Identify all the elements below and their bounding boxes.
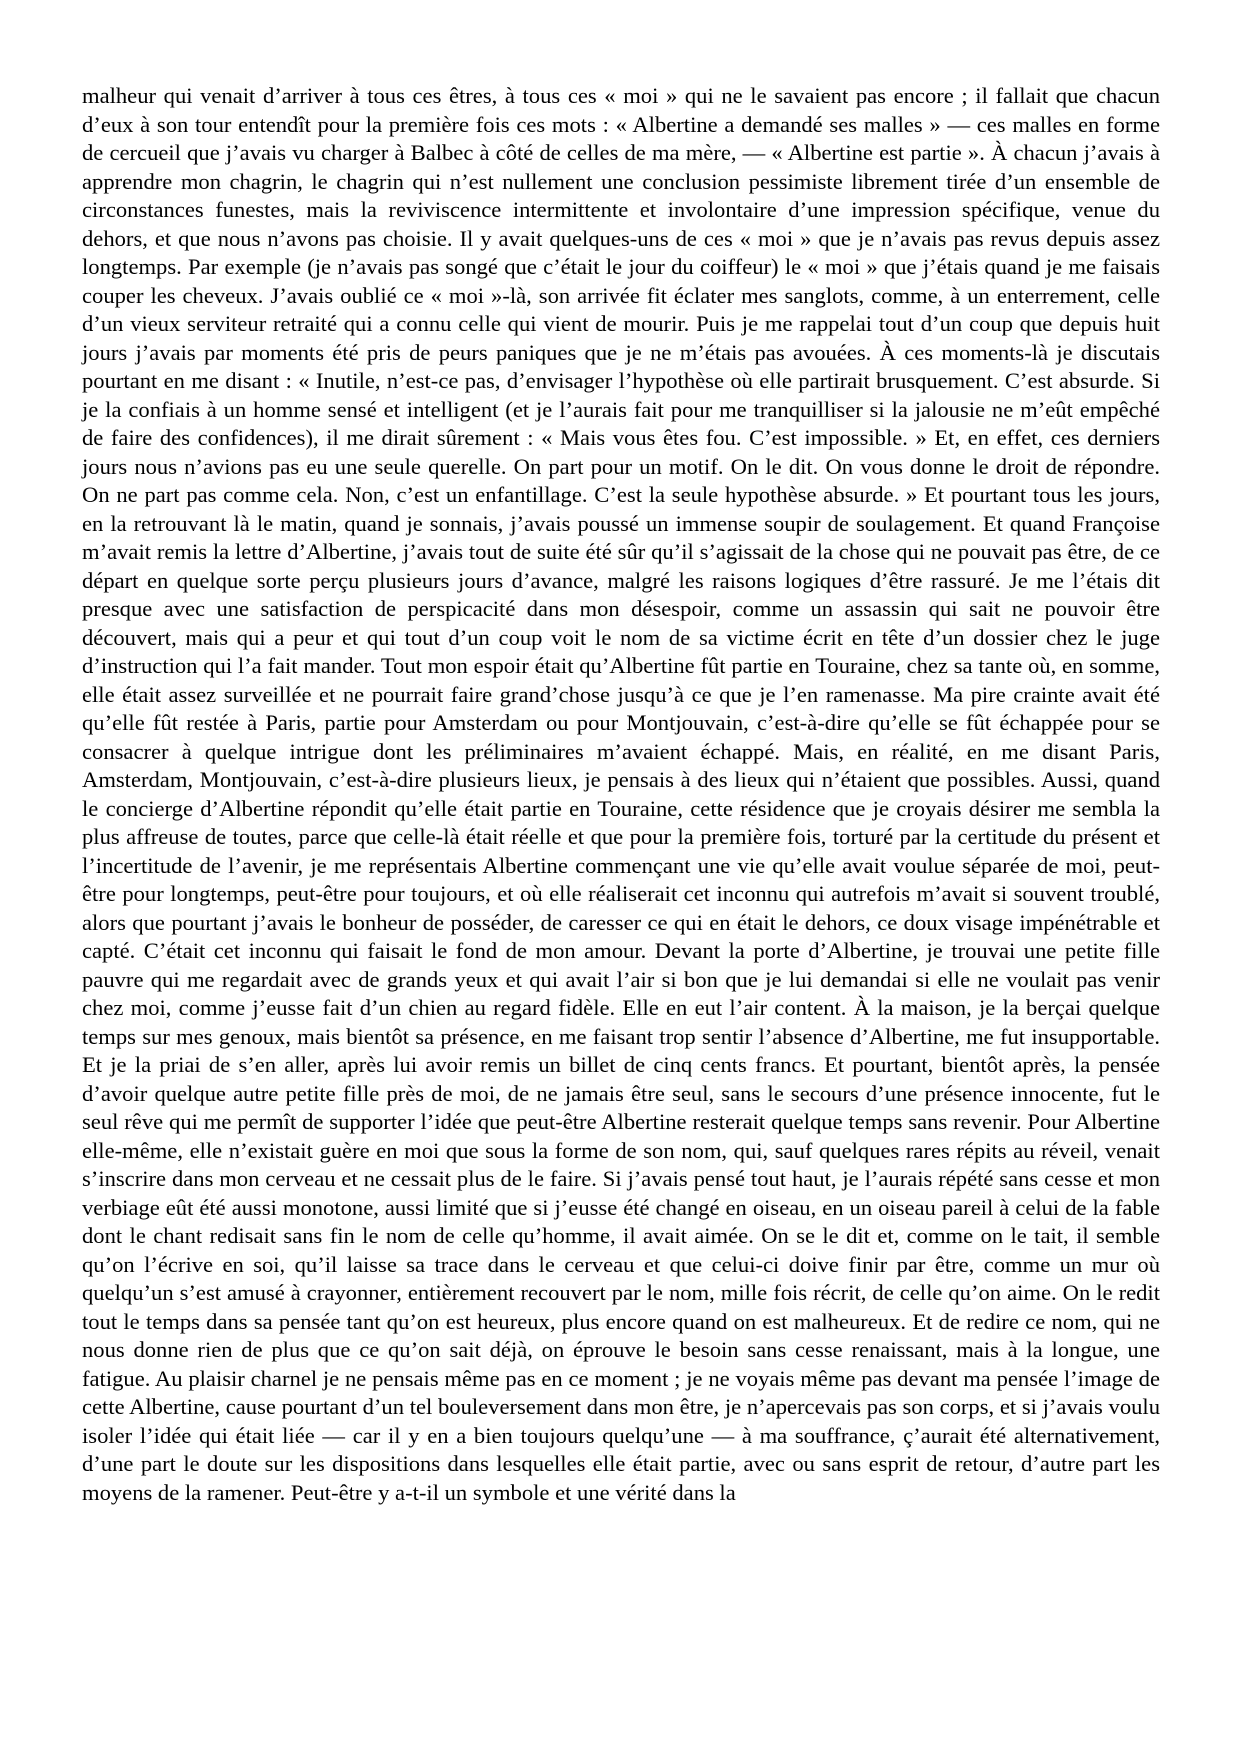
document-page: [82, 82, 1160, 1507]
body-paragraph: malheur qui venait d’arriver à tous ces êtres, à tous ces « moi » qui ne le savaient pas encore ; il fallait que chacun d’eux à son tour entendît pour la première fois ces mots : « Albertine a demandé ses malles » — ces malles en forme de cercueil que j’avais vu charger à Balbec à côté de celles de ma mère, — « Albertine est partie ». À chacun j’avais à apprendre mon chagrin, le chagrin qui n’est nullement une conclusion pessimiste librement tirée d’un ensemble de circonstances funestes, mais la reviviscence intermittente et involontaire d’une impression spécifique, venue du dehors, et que nous n’avons pas choisie. Il y avait quelques-uns de ces « moi » que je n’avais pas revus depuis assez longtemps. Par exemple (je n’avais pas songé que c’était le jour du coiffeur) le « moi » que j’étais quand je me faisais couper les cheveux. J’avais oublié ce « moi »-là, son arrivée fit éclater mes sanglots, comme, à un enterrement, celle d’un vieux serviteur retraité qui a connu celle qui vient de mourir. Puis je me rappelai tout d’un coup que depuis huit jours j’avais par moments été pris de peurs paniques que je ne m’étais pas avouées. À ces moments-là je discutais pourtant en me disant : « Inutile, n’est-ce pas, d’envisager l’hypothèse où elle partirait brusquement. C’est absurde. Si je la confiais à un homme sensé et intelligent (et je l’aurais fait pour me tranquilliser si la jalousie ne m’eût empêché de faire des confidences), il me dirait sûrement : « Mais vous êtes fou. C’est impossible. » Et, en effet, ces derniers jours nous n’avions pas eu une seule querelle. On part pour un motif. On le dit. On vous donne le droit de répondre. On ne part pas comme cela. Non, c’est un enfantillage. C’est la seule hypothèse absurde. » Et pourtant tous les jours, en la retrouvant là le matin, quand je sonnais, j’avais poussé un immense soupir de soulagement. Et quand Françoise m’avait remis la lettre d’Albertine, j’avais tout de suite été sûr qu’il s’agissait de la chose qui ne pouvait pas être, de ce départ en quelque sorte perçu plusieurs jours d’avance, malgré les raisons logiques d’être rassuré. Je me l’étais dit presque avec une satisfaction de perspicacité dans mon désespoir, comme un assassin qui sait ne pouvoir être découvert, mais qui a peur et qui tout d’un coup voit le nom de sa victime écrit en tête d’un dossier chez le juge d’instruction qui l’a fait mander. Tout mon espoir était qu’Albertine fût partie en Touraine, chez sa tante où, en somme, elle était assez surveillée et ne pourrait faire grand’chose jusqu’à ce que je l’en ramenasse. Ma pire crainte avait été qu’elle fût restée à Paris, partie pour Amsterdam ou pour Montjouvain, c’est-à-dire qu’elle se fût échappée pour se consacrer à quelque intrigue dont les préliminaires m’avaient échappé. Mais, en réalité, en me disant Paris, Amsterdam, Montjouvain, c’est-à-dire plusieurs lieux, je pensais à des lieux qui n’étaient que possibles. Aussi, quand le concierge d’Albertine répondit qu’elle était partie en Touraine, cette résidence que je croyais désirer me sembla la plus affreuse de toutes, parce que celle-là était réelle et que pour la première fois, torturé par la certitude du présent et l’incertitude de l’avenir, je me représentais Albertine commençant une vie qu’elle avait voulue séparée de moi, peut-être pour longtemps, peut-être pour toujours, et où elle réaliserait cet inconnu qui autrefois m’avait si souvent troublé, alors que pourtant j’avais le bonheur de posséder, de caresser ce qui en était le dehors, ce doux visage impénétrable et capté. C’était cet inconnu qui faisait le fond de mon amour. Devant la porte d’Albertine, je trouvai une petite fille pauvre qui me regardait avec de grands yeux et qui avait l’air si bon que je lui demandai si elle ne voulait pas venir chez moi, comme j’eusse fait d’un chien au regard fidèle. Elle en eut l’air content. À la maison, je la berçai quelque temps sur mes genoux, mais bientôt sa présence, en me faisant trop sentir l’absence d’Albertine, me fut insupportable. Et je la priai de s’en aller, après lui avoir remis un billet de cinq cents francs. Et pourtant, bientôt après, la pensée d’avoir quelque autre petite fille près de moi, de ne jamais être seul, sans le secours d’une présence innocente, fut le seul rêve qui me permît de supporter l’idée que peut-être Albertine resterait quelque temps sans revenir. Pour Albertine elle-même, elle n’existait guère en moi que sous la forme de son nom, qui, sauf quelques rares répits au réveil, venait s’inscrire dans mon cerveau et ne cessait plus de le faire. Si j’avais pensé tout haut, je l’aurais répété sans cesse et mon verbiage eût été aussi monotone, aussi limité que si j’eusse été changé en oiseau, en un oiseau pareil à celui de la fable dont le chant redisait sans fin le nom de celle qu’homme, il avait aimée. On se le dit et, comme on le tait, il semble qu’on l’écrive en soi, qu’il laisse sa trace dans le cerveau et que celui-ci doive finir par être, comme un mur où quelqu’un s’est amusé à crayonner, entièrement recouvert par le nom, mille fois récrit, de celle qu’on aime. On le redit tout le temps dans sa pensée tant qu’on est heureux, plus encore quand on est malheureux. Et de redire ce nom, qui ne nous donne rien de plus que ce qu’on sait déjà, on éprouve le besoin sans cesse renaissant, mais à la longue, une fatigue. Au plaisir charnel je ne pensais même pas en ce moment ; je ne voyais même pas devant ma pensée l’image de cette Albertine, cause pourtant d’un tel bouleversement dans mon être, je n’apercevais pas son corps, et si j’avais voulu isoler l’idée qui était liée — car il y en a bien toujours quelqu’une — à ma souffrance, ç’aurait été alternativement, d’une part le doute sur les dispositions dans lesquelles elle était partie, avec ou sans esprit de retour, d’autre part les moyens de la ramener. Peut-être y a-t-il un symbole et une vérité dans la: [82, 83, 1160, 1505]
